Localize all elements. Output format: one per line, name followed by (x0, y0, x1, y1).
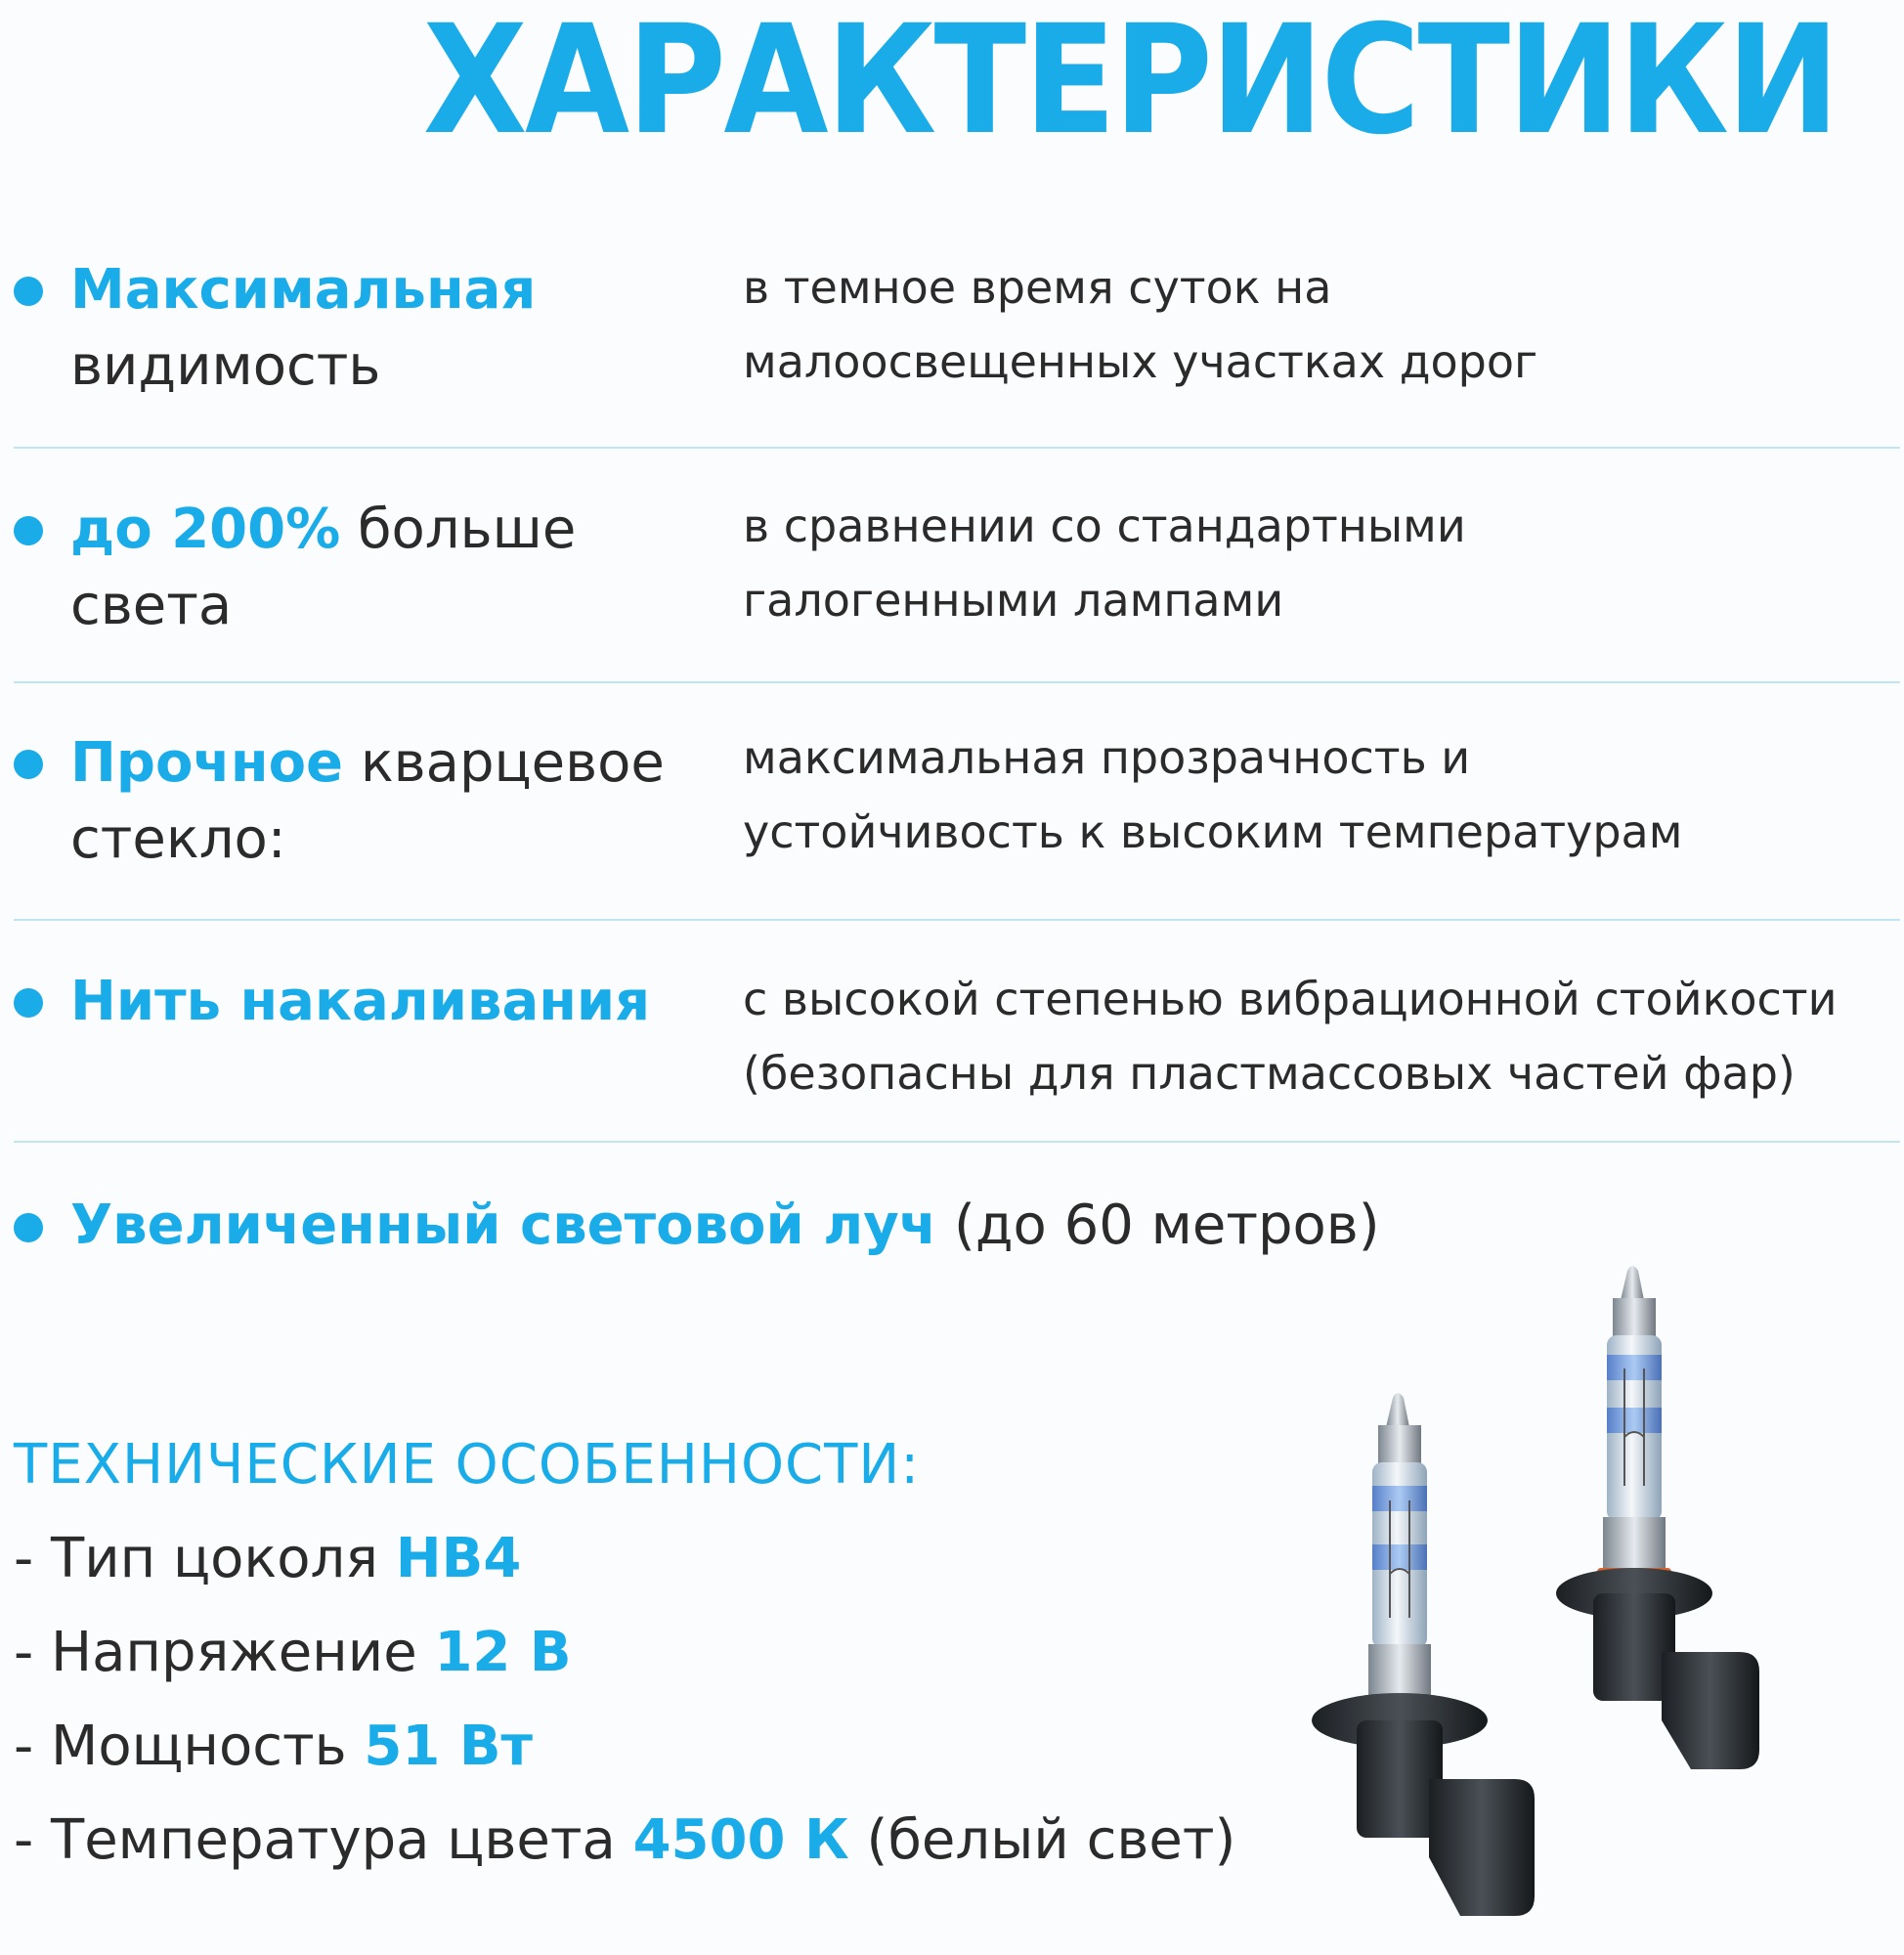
beam-label-rest: (до 60 метров) (936, 1194, 1380, 1257)
feature-label-accent: Нить накаливания (70, 970, 651, 1033)
halogen-bulbs-image (1271, 1261, 1896, 1945)
feature-desc-line2: галогенными лампами (743, 574, 1284, 627)
feature-description (743, 720, 1886, 869)
beam-label-accent: Увеличенный световой луч (70, 1194, 937, 1257)
feature-description (743, 489, 1886, 637)
divider (14, 919, 1900, 921)
tech-item-value: HB4 (395, 1527, 522, 1590)
divider (14, 447, 1900, 449)
bulb-back (1556, 1266, 1759, 1769)
tech-item-prefix: - Напряжение (14, 1621, 435, 1684)
feature-label-accent: до 200% (70, 498, 341, 561)
bullet-icon (14, 1213, 43, 1242)
feature-desc-line1: максимальная прозрачность и (743, 731, 1471, 784)
feature-description (743, 250, 1886, 399)
feature-label-line2: стекло: (70, 807, 286, 871)
bullet-icon (14, 750, 43, 779)
feature-desc-line2: (безопасны для пластмассовых частей фар) (743, 1047, 1796, 1100)
tech-item-prefix: - Тип цоколя (14, 1527, 396, 1590)
feature-label (70, 492, 696, 644)
feature-desc-line2: устойчивость к высоким температурам (743, 805, 1683, 858)
divider (14, 1141, 1900, 1143)
feature-label-accent: Прочное (70, 731, 344, 795)
beam-label (70, 1188, 1380, 1264)
tech-item-prefix: - Температура цвета (14, 1808, 633, 1872)
feature-description (743, 962, 1886, 1110)
feature-label-rest: кварцевое (343, 731, 665, 795)
tech-item-prefix: - Мощность (14, 1715, 365, 1778)
feature-label (70, 252, 696, 405)
tech-item-power (14, 1713, 533, 1781)
bulb-front (1312, 1393, 1535, 1916)
bullet-icon (14, 277, 43, 306)
feature-label-rest: больше (340, 498, 577, 561)
tech-item-suffix: (белый свет) (848, 1808, 1236, 1872)
feature-desc-line1: в сравнении со стандартными (743, 500, 1466, 552)
tech-item-socket (14, 1525, 521, 1593)
divider (14, 681, 1900, 683)
tech-item-voltage (14, 1619, 572, 1687)
tech-item-color-temp (14, 1806, 1235, 1875)
feature-label-accent: Максимальная (70, 258, 537, 322)
feature-label (70, 725, 696, 878)
feature-label-line2: света (70, 574, 233, 637)
page-title: ХАРАКТЕРИСТИКИ (423, 0, 1838, 168)
tech-item-value: 12 В (434, 1621, 572, 1684)
feature-label-line2: видимость (70, 334, 381, 398)
tech-heading: ТЕХНИЧЕСКИЕ ОСОБЕННОСТИ: (14, 1433, 921, 1497)
feature-label (70, 964, 696, 1040)
feature-desc-line1: с высокой степенью вибрационной стойкости (743, 973, 1838, 1025)
tech-item-value: 51 Вт (364, 1715, 533, 1778)
feature-desc-line2: малоосвещенных участках дорог (743, 335, 1538, 388)
tech-item-value: 4500 К (632, 1808, 849, 1872)
bullet-icon (14, 988, 43, 1018)
feature-desc-line1: в темное время суток на (743, 261, 1332, 314)
bullet-icon (14, 516, 43, 545)
